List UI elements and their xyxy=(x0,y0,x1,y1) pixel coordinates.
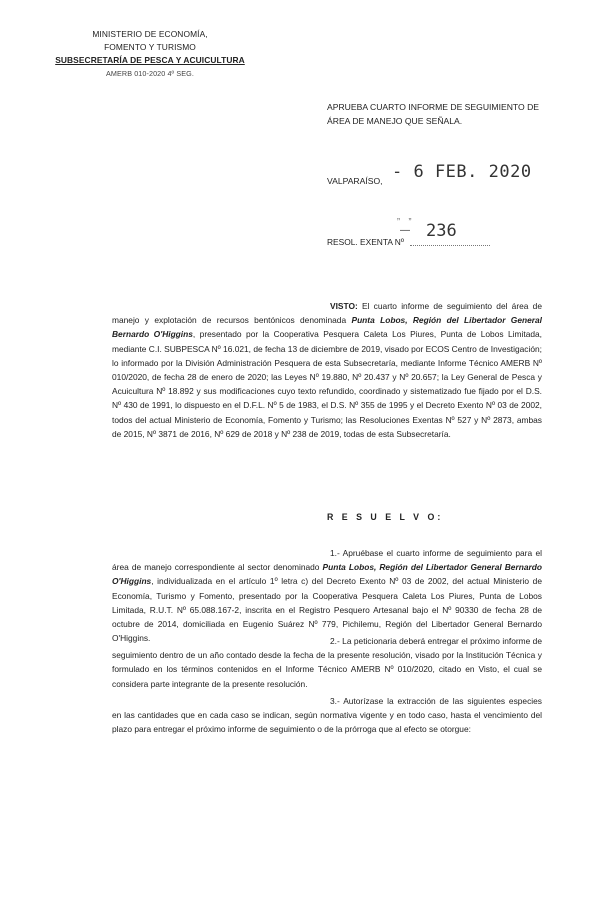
place-label: VALPARAÍSO, xyxy=(327,176,383,186)
date-stamp: - 6 FEB. 2020 xyxy=(392,162,532,182)
article-1-text-cont: , individualizada en el artículo 1º letra c) del Decreto Exento Nº 03 de 2002, del actual Ministerio de Economía, Turismo y Fomento, presentado por la Cooperativa Pesquera Caleta Los Piures, Punta de Lobos Limitada, R.U.T. Nº 65.088.167-2, inscrita en el Registro Pesquero Artesanal bajo el Nº 90330 de fecha 28 de octubre de 2014, domiciliada en Eugenio Suárez Nº 779, Pichilemu, Región del Libertador General Bernardo O'Higgins. xyxy=(112,576,542,644)
article-1 xyxy=(112,546,542,645)
document-subject: APRUEBA CUARTO INFORME DE SEGUIMIENTO DE ÁREA DE MANEJO QUE SEÑALA. xyxy=(327,102,540,126)
resuelvo-heading: R E S U E L V O: xyxy=(327,512,444,522)
visto-text: El cuarto informe de seguimiento del área de manejo y explotación de recursos bentónicos denominada xyxy=(112,301,542,326)
ministry-line: MINISTERIO DE ECONOMÍA, xyxy=(92,29,208,39)
article-3 xyxy=(112,694,542,737)
file-reference: AMERB 010-2020 4º SEG. xyxy=(106,69,194,78)
ministry-line: FOMENTO Y TURISMO xyxy=(104,42,196,52)
resolution-label: RESOL. EXENTA Nº xyxy=(327,237,404,247)
resolution-dotted-line xyxy=(410,245,490,246)
article-1-area-name: Punta Lobos, Región del Libertador General Bernardo O'Higgins xyxy=(112,562,542,587)
visto-area-name: Punta Lobos, Región del Libertador General Bernardo O'Higgins xyxy=(112,315,542,340)
article-1-text: 1.- Apruébase el cuarto informe de seguimiento para el área de manejo correspondiente al sector denominado xyxy=(112,548,542,573)
visto-text-cont: , presentado por la Cooperativa Pesquera Caleta Los Piures, Punta de Lobos Limitada, mediante C.I. SUBPESCA Nº 16.021, de fecha 13 de diciembre de 2019, visado por ECOS Centro de Investigación; lo informado por la División Administración Pesquera de esta Subsecretaría, mediante Informe Técnico AMERB Nº 010/2020, de fecha 28 de enero de 2020; las Leyes Nº 19.880, Nº 20.437 y Nº 20.657; la Ley General de Pesca y Acuicultura Nº 18.892 y sus modificaciones cuyo texto refundido, coordinado y sistematizado fue fijado por el D.S. Nº 430 de 1991, lo dispuesto en el D.F.L. Nº 5 de 1983, el D.S. Nº 355 de 1995 y el Decreto Exento Nº 03 de 2002, todos del actual Ministerio de Economía, Fomento y Turismo; las Resoluciones Exentas Nº 527 y Nº 2873, ambas de 2015, Nº 3871 de 2016, Nº 629 de 2018 y Nº 238 de 2019, todas de esta Subsecretaría. xyxy=(112,329,542,439)
resolution-number: 236 xyxy=(426,221,457,241)
stamp-marks: „ „ xyxy=(397,211,415,221)
subsecretaria-line: SUBSECRETARÍA DE PESCA Y ACUICULTURA xyxy=(55,55,245,65)
ministry-header xyxy=(50,28,250,80)
visto-label: VISTO: xyxy=(330,301,358,311)
article-2 xyxy=(112,634,542,691)
article-2-text: 2.- La peticionaria deberá entregar el próximo informe de seguimiento dentro de un año contado desde la fecha de la presente resolución, visado por la Institución Técnica y formulado en los términos contenidos en el Informe Técnico AMERB Nº 010/2020, citado en Visto, el cual se considera parte integrante de la presente resolución. xyxy=(112,636,542,689)
article-3-text: 3.- Autorízase la extracción de las siguientes especies en las cantidades que en cada caso se indican, según normativa vigente y en todo caso, hasta el vencimiento del plazo para entregar el próximo informe de seguimiento o de la prórroga que al efecto se otorgue: xyxy=(112,696,542,735)
stamp-dash: — xyxy=(400,225,410,236)
visto-paragraph xyxy=(112,299,542,441)
